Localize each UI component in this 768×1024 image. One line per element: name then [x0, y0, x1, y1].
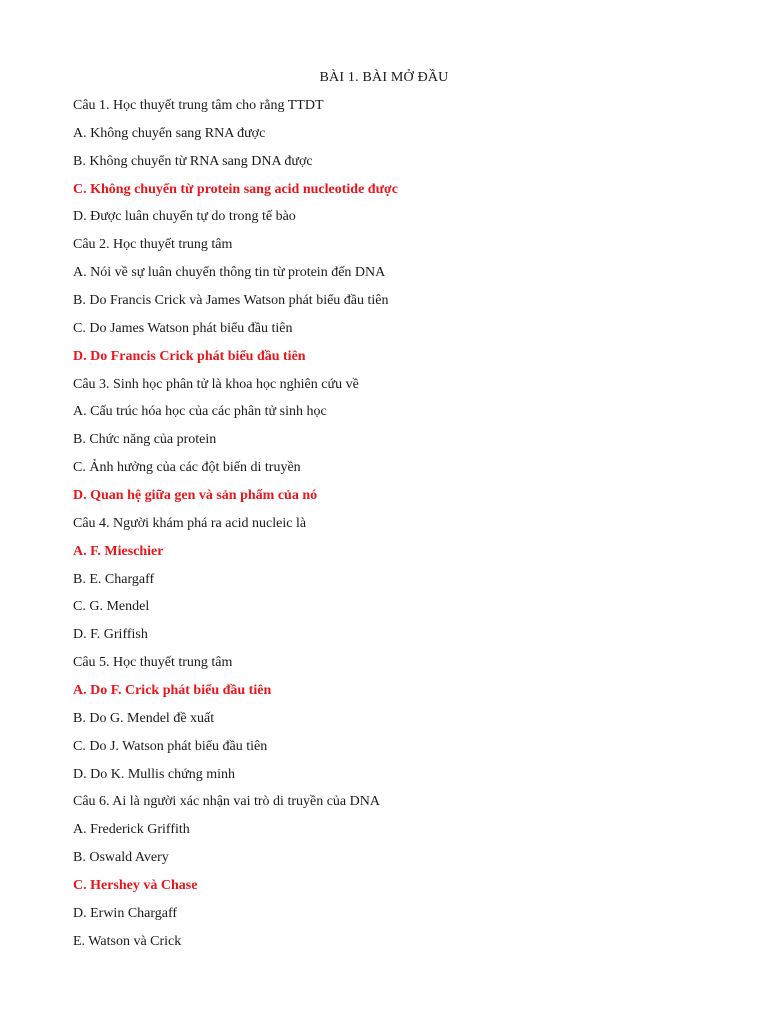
document-title: BÀI 1. BÀI MỞ ĐẦU [319, 70, 449, 85]
correct-answer-option: D. Do Francis Crick phát biểu đầu tiên [73, 348, 306, 364]
answer-option: C. Ảnh hưởng của các đột biến di truyền [73, 460, 301, 476]
question-text: Câu 6. Ai là người xác nhận vai trò di truyền của DNA [73, 794, 380, 810]
answer-option: D. Do K. Mullis chứng minh [73, 766, 235, 782]
correct-answer-option: A. F. Mieschier [73, 543, 164, 559]
answer-option: A. Cấu trúc hóa học của các phân tử sinh học [73, 404, 327, 420]
answer-option: B. E. Chargaff [73, 571, 155, 587]
answer-option: A. Nói về sự luân chuyển thông tin từ protein đến DNA [73, 265, 386, 281]
answer-option: C. Do J. Watson phát biểu đầu tiên [73, 738, 268, 754]
answer-option: C. G. Mendel [73, 599, 150, 615]
answer-option: B. Chức năng của protein [73, 432, 217, 448]
question-text: Câu 4. Người khám phá ra acid nucleic là [73, 515, 307, 531]
answer-option: C. Do James Watson phát biểu đầu tiên [73, 320, 293, 336]
answer-option: B. Do G. Mendel đề xuất [73, 710, 215, 726]
answer-option: B. Oswald Avery [73, 850, 169, 866]
answer-option: E. Watson và Crick [73, 933, 182, 949]
question-text: Câu 5. Học thuyết trung tâm [73, 655, 233, 671]
answer-option: D. Được luân chuyển tự do trong tế bào [73, 209, 296, 225]
answer-option: A. Frederick Griffith [73, 822, 190, 838]
question-text: Câu 3. Sinh học phân tử là khoa học nghiên cứu về [73, 376, 359, 392]
answer-option: B. Do Francis Crick và James Watson phát biểu đầu tiên [73, 293, 389, 309]
question-text: Câu 1. Học thuyết trung tâm cho rằng TTDT [73, 98, 324, 113]
correct-answer-option: C. Không chuyển từ protein sang acid nucleotide được [73, 181, 398, 197]
answer-option: D. Erwin Chargaff [73, 905, 178, 921]
answer-option: B. Không chuyển từ RNA sang DNA được [73, 153, 313, 169]
question-text: Câu 2. Học thuyết trung tâm [73, 237, 233, 253]
quiz-content [73, 96, 398, 960]
correct-answer-option: A. Do F. Crick phát biểu đầu tiên [73, 683, 272, 699]
correct-answer-option: C. Hershey và Chase [73, 878, 198, 894]
answer-option: A. Không chuyển sang RNA được [73, 125, 266, 141]
correct-answer-option: D. Quan hệ giữa gen và sản phẩm của nó [73, 488, 318, 504]
answer-option: D. F. Griffish [73, 627, 148, 643]
